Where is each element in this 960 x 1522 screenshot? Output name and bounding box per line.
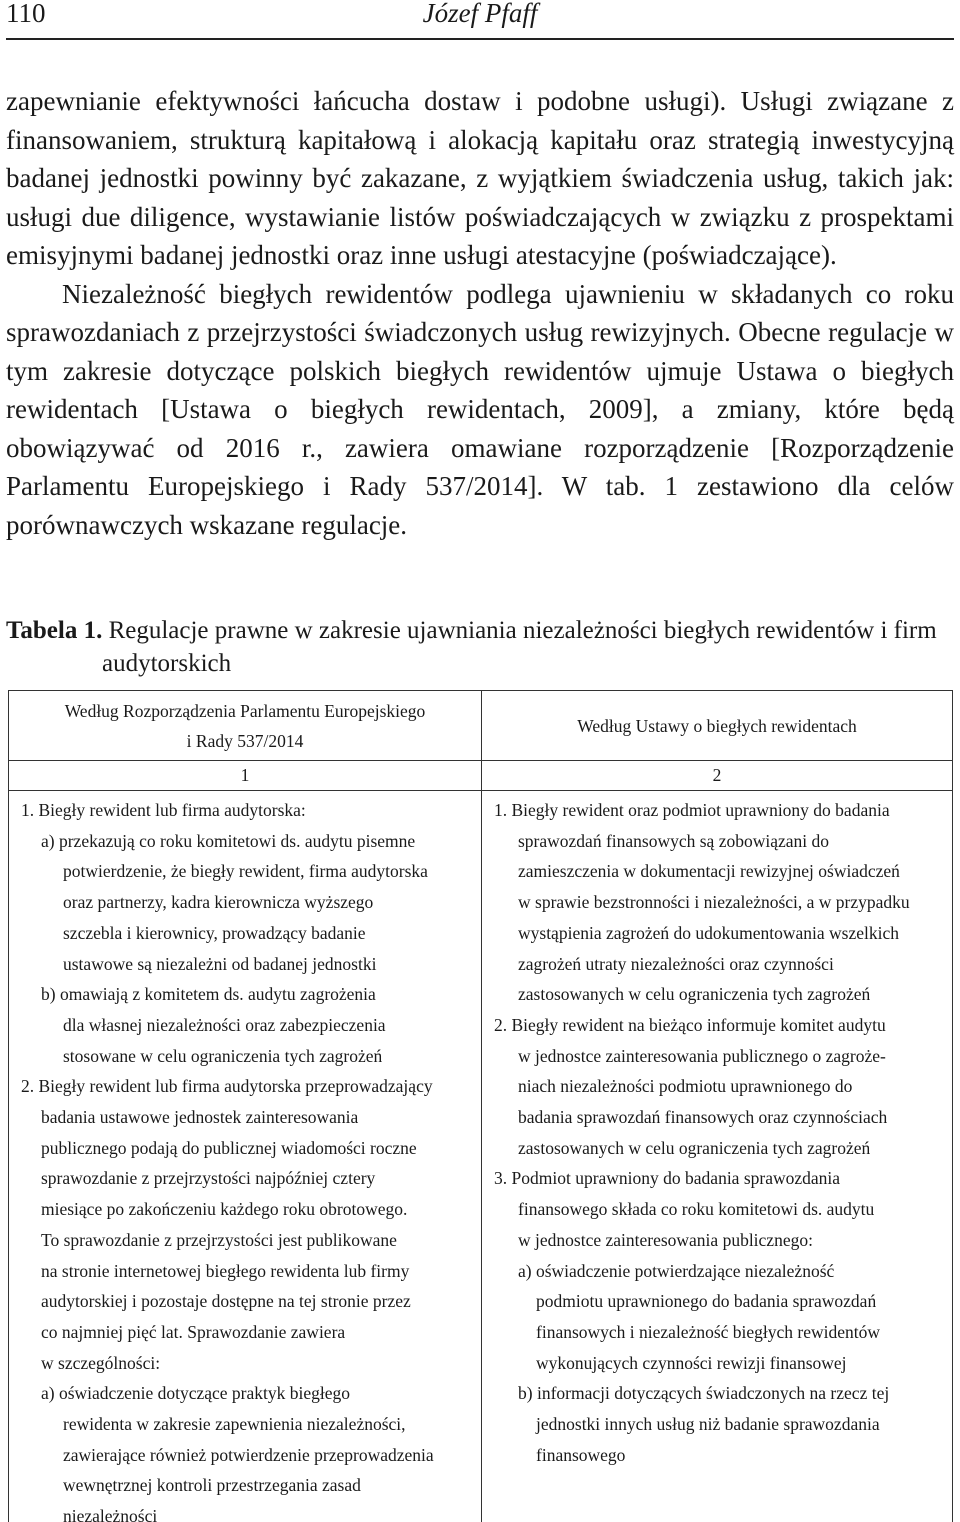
table-header-cell [9, 691, 482, 761]
table-cell-line: a) przekazują co roku komitetowi ds. audytu pisemne [41, 830, 416, 851]
table-cell-line: 1. Biegły rewident oraz podmiot uprawniony do badania [494, 800, 890, 820]
table-cell-line: wewnętrznej kontroli przestrzegania zasad [63, 1475, 361, 1496]
table-cell-line: stosowane w celu ograniczenia tych zagrożeń [63, 1045, 383, 1066]
table-cell-line: zastosowanych w celu ograniczenia tych zagrożeń [518, 1137, 871, 1158]
table-cell-line: niach niezależności podmiotu uprawnionego do [518, 1076, 853, 1097]
table-cell-line: 3. Podmiot uprawniony do badania sprawozdania [494, 1168, 841, 1189]
table-cell-line: rewidenta w zakresie zapewnienia niezależności, [63, 1414, 406, 1435]
table-cell-regulation [9, 791, 482, 1522]
table-cell-act [482, 791, 953, 1522]
page-number: 110 [6, 0, 46, 28]
header-col1-line2: i Rady 537/2014 [186, 730, 304, 751]
table-cell-line: w jednostce zainteresowania publicznego: [518, 1229, 813, 1250]
regulation-lines [21, 795, 471, 1522]
table-cell-line: 2. Biegły rewident na bieżąco informuje komitet audytu [494, 1014, 886, 1035]
paragraph: zapewnianie efektywności łańcucha dostaw i podobne usługi). Usługi związane z finansowaniem, strukturą kapitałową i alokacją kapitału oraz strategią inwestycyjną badanej jednostki powinny być zakazane, z wyjątkiem świadczenia usług, takich jak: usługi due diligence, wystawianie listów poświadczających w związku z prospektami emisyjnymi badanej jednostki oraz inne usługi atestacyjne (poświadczające). [6, 86, 954, 270]
table-cell-line: dla własnej niezależności oraz zabezpieczenia [63, 1014, 386, 1035]
column-number-row [9, 761, 953, 791]
table-content-row [9, 791, 953, 1522]
table-cell-line: potwierdzenie, że biegły rewident, firma audytorska [63, 861, 428, 882]
table-cell-line: na stronie internetowej biegłego rewidenta lub firmy [41, 1260, 410, 1281]
table-cell-line: szczebla i kierownicy, prowadzący badanie [63, 922, 366, 943]
header-col1-line1: Według Rozporządzenia Parlamentu Europejskiego [64, 700, 426, 721]
act-lines [494, 795, 942, 1470]
table-cell-line: b) omawiają z komitetem ds. audytu zagrożenia [41, 984, 376, 1005]
table-cell-line: a) oświadczenie dotyczące praktyk biegłego [41, 1383, 351, 1404]
table-cell-line: wystąpienia zagrożeń do udokumentowania wszelkich [518, 922, 899, 943]
table-cell-line: oraz partnerzy, kadra kierownicza wyższego [63, 892, 374, 913]
table-cell-line: 2. Biegły rewident lub firma audytorska przeprowadzający [21, 1076, 433, 1097]
table-cell-line: zamieszczenia w dokumentacji rewizyjnej oświadczeń [518, 861, 900, 882]
table-cell-line: finansowego [536, 1444, 626, 1465]
table-cell-line: a) oświadczenie potwierdzające niezależność [518, 1260, 835, 1281]
table-cell-line: niezależności [63, 1506, 158, 1522]
table-cell-line: publicznego podają do publicznej wiadomości roczne [41, 1137, 417, 1158]
table-cell-line: w jednostce zainteresowania publicznego o zagroże- [518, 1045, 886, 1066]
table-cell-line: sprawozdań finansowych są zobowiązani do [518, 830, 830, 851]
table-cell-line: badania ustawowe jednostek zainteresowania [41, 1107, 359, 1128]
table-cell-line: co najmniej pięć lat. Sprawozdanie zawiera [41, 1321, 346, 1342]
table-caption-text: Regulacje prawne w zakresie ujawniania niezależności biegłych rewidentów i firm audytorskich [102, 617, 937, 677]
table-cell-line: badania sprawozdań finansowych oraz czynnościach [518, 1107, 888, 1128]
table-cell-line: podmiotu uprawnionego do badania sprawozdań [536, 1291, 877, 1312]
table-header-cell: Według Ustawy o biegłych rewidentach [482, 691, 953, 761]
table-cell-line: w sprawie bezstronności i niezależności, a w przypadku [518, 892, 910, 913]
table-cell-line: ustawowe są niezależni od badanej jednostki [63, 953, 377, 974]
table-cell-line: zagrożeń utraty niezależności oraz czynności [518, 953, 834, 974]
table-caption [6, 614, 954, 680]
table-cell-line: b) informacji dotyczących świadczonych na rzecz tej [518, 1383, 890, 1404]
table-cell-line: zawierające również potwierdzenie przeprowadzenia [63, 1444, 434, 1465]
table-cell-line: To sprawozdanie z przejrzystości jest publikowane [41, 1229, 397, 1250]
table-cell-line: w szczególności: [41, 1352, 161, 1373]
table-cell-line: jednostki innych usług niż badanie sprawozdania [536, 1414, 880, 1435]
table-cell-line: 1. Biegły rewident lub firma audytorska: [21, 800, 306, 820]
running-head: Józef Pfaff [422, 0, 538, 28]
table-cell-line: finansowych i niezależność biegłych rewidentów [536, 1321, 881, 1342]
table-cell-line: audytorskiej i pozostaje dostępne na tej stronie przez [41, 1291, 411, 1312]
table-caption-label: Tabela 1. [6, 617, 103, 644]
paragraph: Niezależność biegłych rewidentów podlega ujawnieniu w składanych co roku sprawozdaniach z przejrzystości świadczonych usług rewizyjnych. Obecne regulacje w tym zakresie dotyczące polskich biegłych rewidentów ujmuje Ustawa o biegłych rewidentach [Ustawa o biegłych rewidentach, 2009], a zmiany, które będą obowiązywać od 2016 r., zawiera omawiane rozporządzenie [Rozporządzenie Parlamentu Europejskiego i Rady 537/2014]. W tab. 1 zestawiono dla celów porównawczych wskazane regulacje. [6, 278, 954, 540]
column-number: 1 [9, 761, 482, 791]
body-text [6, 82, 954, 544]
table-cell-line: miesiące po zakończeniu każdego roku obrotowego. [41, 1199, 408, 1220]
table-cell-line: finansowego składa co roku komitetowi ds. audytu [518, 1199, 875, 1220]
column-number: 2 [482, 761, 953, 791]
regulations-table [8, 690, 953, 1522]
page-header [6, 0, 954, 40]
table-cell-line: wykonujących czynności rewizji finansowej [536, 1352, 847, 1373]
table-header-row [9, 691, 953, 761]
table-cell-line: zastosowanych w celu ograniczenia tych zagrożeń [518, 984, 871, 1005]
table-cell-line: sprawozdanie z przejrzystości najpóźniej cztery [41, 1168, 376, 1189]
